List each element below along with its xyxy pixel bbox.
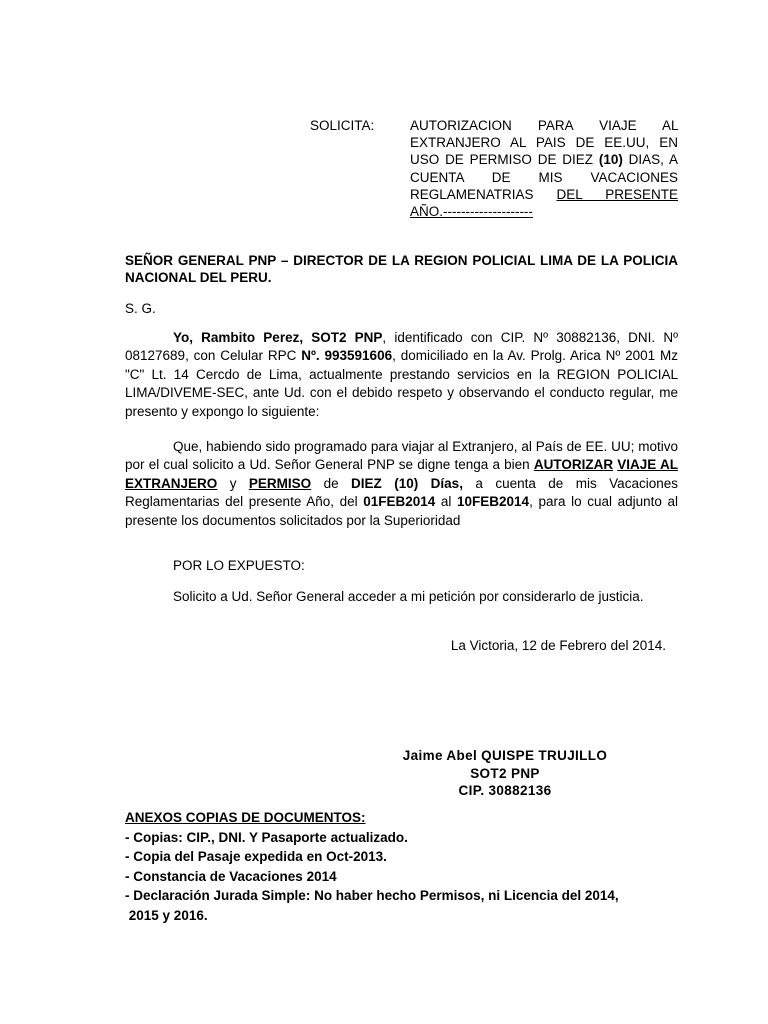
solicita-line-3-prefix: EN USO DE PERMISO DE DIEZ [410, 135, 678, 168]
signature-rule: _______________________ [424, 736, 586, 747]
paragraph-2-segment-4: a cuenta de mis Vacaciones Reglamentarias del presente Año, del [125, 475, 678, 510]
paragraph-identification [125, 329, 678, 421]
paragraph-1-segment-1: , identificado con CIP. Nº 30882136, DNI. Nº 08127689, con Celular RPC [125, 330, 679, 364]
paragraph-2-segment-3: de [311, 475, 352, 491]
request-date-start: 01FEB2014 [363, 494, 436, 510]
applicant-phone-bold: Nº. 993591606 [301, 348, 393, 364]
solicita-line-2: EXTRANJERO AL PAIS DE EE.UU, [410, 135, 650, 151]
paragraph-closing: Solicito a Ud. Señor General acceder a mi petición por considerarlo de justicia. [173, 589, 644, 604]
solicita-last-line-text: DEL PRESENTE AÑO. [410, 186, 678, 220]
solicita-subject-text [410, 117, 678, 220]
request-autorizar: AUTORIZAR [533, 457, 614, 473]
solicita-line-4: DIAS, A CUENTA DE MIS [410, 152, 678, 185]
signature-rank: SOT2 PNP [470, 765, 540, 781]
dateline: La Victoria, 12 de Febrero del 2014. [450, 638, 666, 653]
paragraph-2-segment-1: Que, habiendo sido programado para viajar al Extranjero, al País de EE. UU; motivo por el cual solicito a Ud. Señor General PNP se digne tenga a bien [125, 439, 678, 473]
solicita-first-row [310, 117, 678, 220]
applicant-name-bold: Yo, Rambito Perez, SOT2 PNP [173, 330, 383, 345]
solicita-line-5: VACACIONES REGLAMENATRIAS [410, 169, 678, 202]
anexos-item: - Declaración Jurada Simple: No haber hecho Permisos, ni Licencia del 2014, [125, 888, 619, 904]
anexos-block [125, 808, 678, 926]
anexos-title: ANEXOS COPIAS DE DOCUMENTOS: [125, 810, 366, 825]
signature-name: Jaime Abel QUISPE TRUJILLO [402, 748, 608, 763]
signature-cip: CIP. 30882136 [458, 783, 552, 798]
solicita-block [310, 117, 678, 220]
paragraph-2-segment-6: , para lo cual adjunto al presente los documentos solicitados por la Superioridad [125, 494, 678, 528]
anexos-item: - Copias: CIP., DNI. Y Pasaporte actualizado. [125, 829, 408, 845]
request-viaje-al-extranjero: VIAJE AL EXTRANJERO [125, 457, 678, 491]
request-permiso: PERMISO [248, 475, 312, 491]
solicita-last-line-dashes: -------------------- [443, 204, 533, 220]
anexos-item: - Copia del Pasaje expedida en Oct-2013. [125, 849, 387, 865]
solicita-line-3-bold: (10) [598, 152, 623, 168]
addressee-heading: SEÑOR GENERAL PNP – DIRECTOR DE LA REGION POLICIAL LIMA DE LA POLICIA NACIONAL DEL PERU. [125, 253, 678, 286]
anexos-item: - Constancia de Vacaciones 2014 [125, 868, 337, 884]
paragraph-por-lo-expuesto: POR LO EXPUESTO: [173, 558, 305, 573]
request-date-end: 10FEB2014 [457, 494, 530, 510]
solicita-label: SOLICITA: [310, 118, 375, 133]
signature-block [355, 736, 655, 800]
paragraph-request [125, 438, 678, 530]
paragraph-1-segment-2: , domiciliado en la Av. Prolg. Arica Nº 2001 Mz "C" Lt. 14 Cercdo de Lima, actualmente prestando servicios en la REGION POLICIAL LIMA/DIVEME-SEC, ante Ud. con el debido respeto y observando el conducto regular, me presento y expongo lo siguiente: [125, 348, 678, 419]
solicita-line-1: AUTORIZACION PARA VIAJE AL [410, 118, 678, 133]
paragraph-2-segment-2: y [217, 475, 249, 491]
anexos-item: 2015 y 2016. [125, 907, 208, 923]
salutation: S. G. [125, 301, 156, 316]
request-days: DIEZ (10) Días, [351, 475, 463, 491]
paragraph-2-segment-5: al [435, 494, 458, 510]
